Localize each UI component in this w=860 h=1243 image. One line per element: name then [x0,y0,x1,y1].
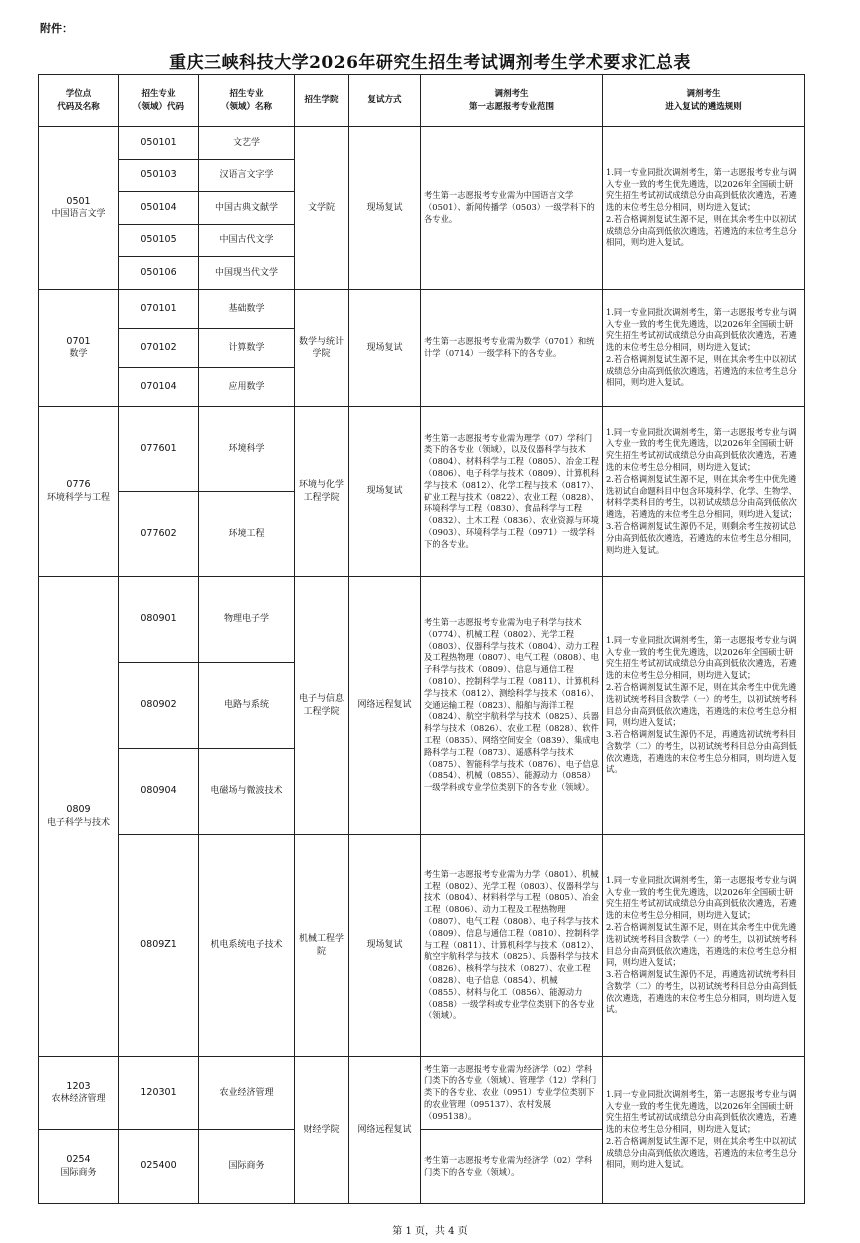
rules-cell: 1.同一专业同批次调剂考生，第一志愿报考专业与调入专业一致的考生优先遴选，以2026年全国硕士研究生招生考试初试成绩总分由高到低依次遴选，若遴选的末位考生总分相同，则均进入复试； 2.若合格调剂复试生源不足，则在其余考生中优先遴选初试统考科目含数学（一）的考生，以初试统考科目总分由高到低依次遴选，若遴选的末位考生总分相同，则均进入复试； 3.若合格调剂复试生源仍不足，再遴选初试统考科目含数学（二）的考生，以初试统考科目总分由高到低依次遴选，若遴选的末位考生总分相同，则均进入复试。 [603,577,805,835]
major-name: 中国古代文学 [199,225,295,257]
header-scope: 调剂考生 第一志愿报考专业范围 [421,75,603,127]
header-major-name: 招生专业 （领域）名称 [199,75,295,127]
rules-cell: 1.同一专业同批次调剂考生，第一志愿报考专业与调入专业一致的考生优先遴选，以2026年全国硕士研究生招生考试初试成绩总分由高到低依次遴选，若遴选的末位考生总分相同，则均进入复试； 2.若合格调剂复试生源不足，则在其余考生中优先遴选初试自命题科目中包含环境科学、化学、生物学、材料学类科目的考生，以初试成绩总分由高到低依次遴选，若遴选的末位考生总分相同，则均进入复试； 3.若合格调剂复试生源仍不足，则剩余考生按初试总分由高到低依次遴选，若遴选的末位考生总分相同，则均进入复试。 [603,407,805,577]
major-name: 农业经济管理 [199,1057,295,1130]
major-name: 机电系统电子技术 [199,835,295,1057]
method-cell: 现场复试 [349,835,421,1057]
major-name: 环境工程 [199,492,295,577]
major-code: 050101 [119,127,199,160]
header-method: 复试方式 [349,75,421,127]
major-name: 国际商务 [199,1130,295,1204]
major-name: 环境科学 [199,407,295,492]
major-name: 中国现当代文学 [199,257,295,290]
college-cell: 财经学院 [295,1057,349,1204]
degree-cell: 0809 电子科学与技术 [39,577,119,1057]
college-cell: 文学院 [295,127,349,290]
header-degree: 学位点 代码及名称 [39,75,119,127]
degree-cell: 1203 农林经济管理 [39,1057,119,1130]
method-cell: 现场复试 [349,290,421,407]
major-code: 080902 [119,663,199,749]
table-row [39,1057,805,1130]
method-cell: 现场复试 [349,407,421,577]
college-cell: 环境与化学工程学院 [295,407,349,577]
rules-cell: 1.同一专业同批次调剂考生，第一志愿报考专业与调入专业一致的考生优先遴选，以2026年全国硕士研究生招生考试初试成绩总分由高到低依次遴选，若遴选的末位考生总分相同，则均进入复试； 2.若合格调剂复试生源不足，则在其余考生中以初试成绩总分由高到低依次遴选，若遴选的末位考生总分相同，则均进入复试。 [603,290,805,407]
table-row [39,407,805,492]
major-code: 070101 [119,290,199,329]
college-cell: 数学与统计学院 [295,290,349,407]
header-row [39,75,805,127]
rules-cell: 1.同一专业同批次调剂考生，第一志愿报考专业与调入专业一致的考生优先遴选，以2026年全国硕士研究生招生考试初试成绩总分由高到低依次遴选，若遴选的末位考生总分相同，则均进入复试； 2.若合格调剂复试生源不足，则在其余考生中以初试成绩总分由高到低依次遴选，若遴选的末位考生总分相同，则均进入复试。 [603,127,805,290]
college-cell: 机械工程学院 [295,835,349,1057]
scope-cell: 考生第一志愿报考专业需为数学（0701）和统计学（0714）一级学科下的各专业。 [421,290,603,407]
major-name: 汉语言文字学 [199,160,295,192]
scope-cell: 考生第一志愿报考专业需为中国语言文学（0501）、新闻传播学（0503）一级学科下的各专业。 [421,127,603,290]
major-code: 080901 [119,577,199,663]
major-code: 050106 [119,257,199,290]
college-cell: 电子与信息工程学院 [295,577,349,835]
major-name: 计算数学 [199,329,295,368]
header-college: 招生学院 [295,75,349,127]
table-row [39,835,805,1057]
rules-cell: 1.同一专业同批次调剂考生，第一志愿报考专业与调入专业一致的考生优先遴选，以2026年全国硕士研究生招生考试初试成绩总分由高到低依次遴选，若遴选的末位考生总分相同，则均进入复试； 2.若合格调剂复试生源不足，则在其余考生中以初试成绩总分由高到低依次遴选，若遴选的末位考生总分相同，则均进入复试。 [603,1057,805,1204]
table-row [39,290,805,329]
major-code: 080904 [119,749,199,835]
method-cell: 网络远程复试 [349,577,421,835]
page-footer: 第 1 页，共 4 页 [392,1226,468,1237]
requirements-table [38,74,805,1204]
major-code: 050103 [119,160,199,192]
major-code: 050105 [119,225,199,257]
major-code: 025400 [119,1130,199,1204]
major-code: 070102 [119,329,199,368]
header-rules: 调剂考生 进入复试的遴选规则 [603,75,805,127]
major-code: 050104 [119,192,199,225]
major-code: 077601 [119,407,199,492]
scope-cell: 考生第一志愿报考专业需为经济学（02）学科门类下的各专业（领域）。 [421,1130,603,1204]
major-name: 中国古典文献学 [199,192,295,225]
method-cell: 网络远程复试 [349,1057,421,1204]
scope-cell: 考生第一志愿报考专业需为力学（0801）、机械工程（0802）、光学工程（0803）、仪器科学与技术（0804）、材料科学与工程（0805）、冶金工程（0806）、动力工程及工程热物理（0807）、电气工程（0808）、电子科学与技术（0809）、信息与通信工程（0810）、控制科学与工程（0811）、计算机科学与技术（0812）、航空宇航科学与技术（0825）、兵器科学与技术（0826）、核科学与技术（0827）、农业工程（0828）、电子信息（0854）、机械（0855）、材料与化工（0856）、能源动力（0858）一级学科或专业学位类别下的各专业（领域）。 [421,835,603,1057]
major-name: 物理电子学 [199,577,295,663]
header-major-code: 招生专业 （领域）代码 [119,75,199,127]
major-code: 0809Z1 [119,835,199,1057]
major-name: 电路与系统 [199,663,295,749]
scope-cell: 考生第一志愿报考专业需为经济学（02）学科门类下的各专业（领域）、管理学（12）学科门类下的各专业、农业（0951）专业学位类别下的农业管理（095137）、农村发展（095138）。 [421,1057,603,1130]
major-name: 应用数学 [199,368,295,407]
degree-cell: 0701 数学 [39,290,119,407]
degree-cell: 0776 环境科学与工程 [39,407,119,577]
major-code: 120301 [119,1057,199,1130]
table-row [39,577,805,663]
major-name: 基础数学 [199,290,295,329]
major-code: 070104 [119,368,199,407]
major-name: 电磁场与微波技术 [199,749,295,835]
degree-cell: 0254 国际商务 [39,1130,119,1204]
rules-cell: 1.同一专业同批次调剂考生，第一志愿报考专业与调入专业一致的考生优先遴选，以2026年全国硕士研究生招生考试初试成绩总分由高到低依次遴选，若遴选的末位考生总分相同，则均进入复试； 2.若合格调剂复试生源不足，则在其余考生中优先遴选初试统考科目含数学（一）的考生，以初试统考科目总分由高到低依次遴选，若遴选的末位考生总分相同，则均进入复试； 3.若合格调剂复试生源仍不足，再遴选初试统考科目含数学（二）的考生，以初试统考科目总分由高到低依次遴选，若遴选的末位考生总分相同，则均进入复试。 [603,835,805,1057]
attachment-label: 附件： [40,22,73,35]
degree-cell: 0501 中国语言文学 [39,127,119,290]
scope-cell: 考生第一志愿报考专业需为理学（07）学科门类下的各专业（领域），以及仪器科学与技术（0804）、材料科学与工程（0805）、冶金工程（0806）、电子科学与技术（0809）、计算机科学与技术（0812）、化学工程与技术（0817）、矿业工程与技术（0822）、农业工程（0828）、环境科学与工程（0830）、食品科学与工程（0832）、土木工程（0836）、农业资源与环境（0903）、环境科学与工程（0971）一级学科下的各专业。 [421,407,603,577]
major-code: 077602 [119,492,199,577]
method-cell: 现场复试 [349,127,421,290]
page-title: 重庆三峡科技大学2026年研究生招生考试调剂考生学术要求汇总表 [169,53,691,73]
major-name: 文艺学 [199,127,295,160]
scope-cell: 考生第一志愿报考专业需为电子科学与技术（0774）、机械工程（0802）、光学工程（0803）、仪器科学与技术（0804）、动力工程及工程热物理（0807）、电气工程（0808）、电子科学与技术（0809）、信息与通信工程（0810）、控制科学与工程（0811）、计算机科学与技术（0812）、测绘科学与技术（0816）、交通运输工程（0823）、船舶与海洋工程（0824）、航空宇航科学与技术（0825）、兵器科学与技术（0826）、农业工程（0828）、软件工程（0835）、网络空间安全（0839）、集成电路科学与工程（0873）、遥感科学与技术（0875）、智能科学与技术（0876）、电子信息（0854）、机械（0855）、能源动力（0858）一级学科或专业学位类别下的各专业（领域）。 [421,577,603,835]
table-row [39,127,805,160]
